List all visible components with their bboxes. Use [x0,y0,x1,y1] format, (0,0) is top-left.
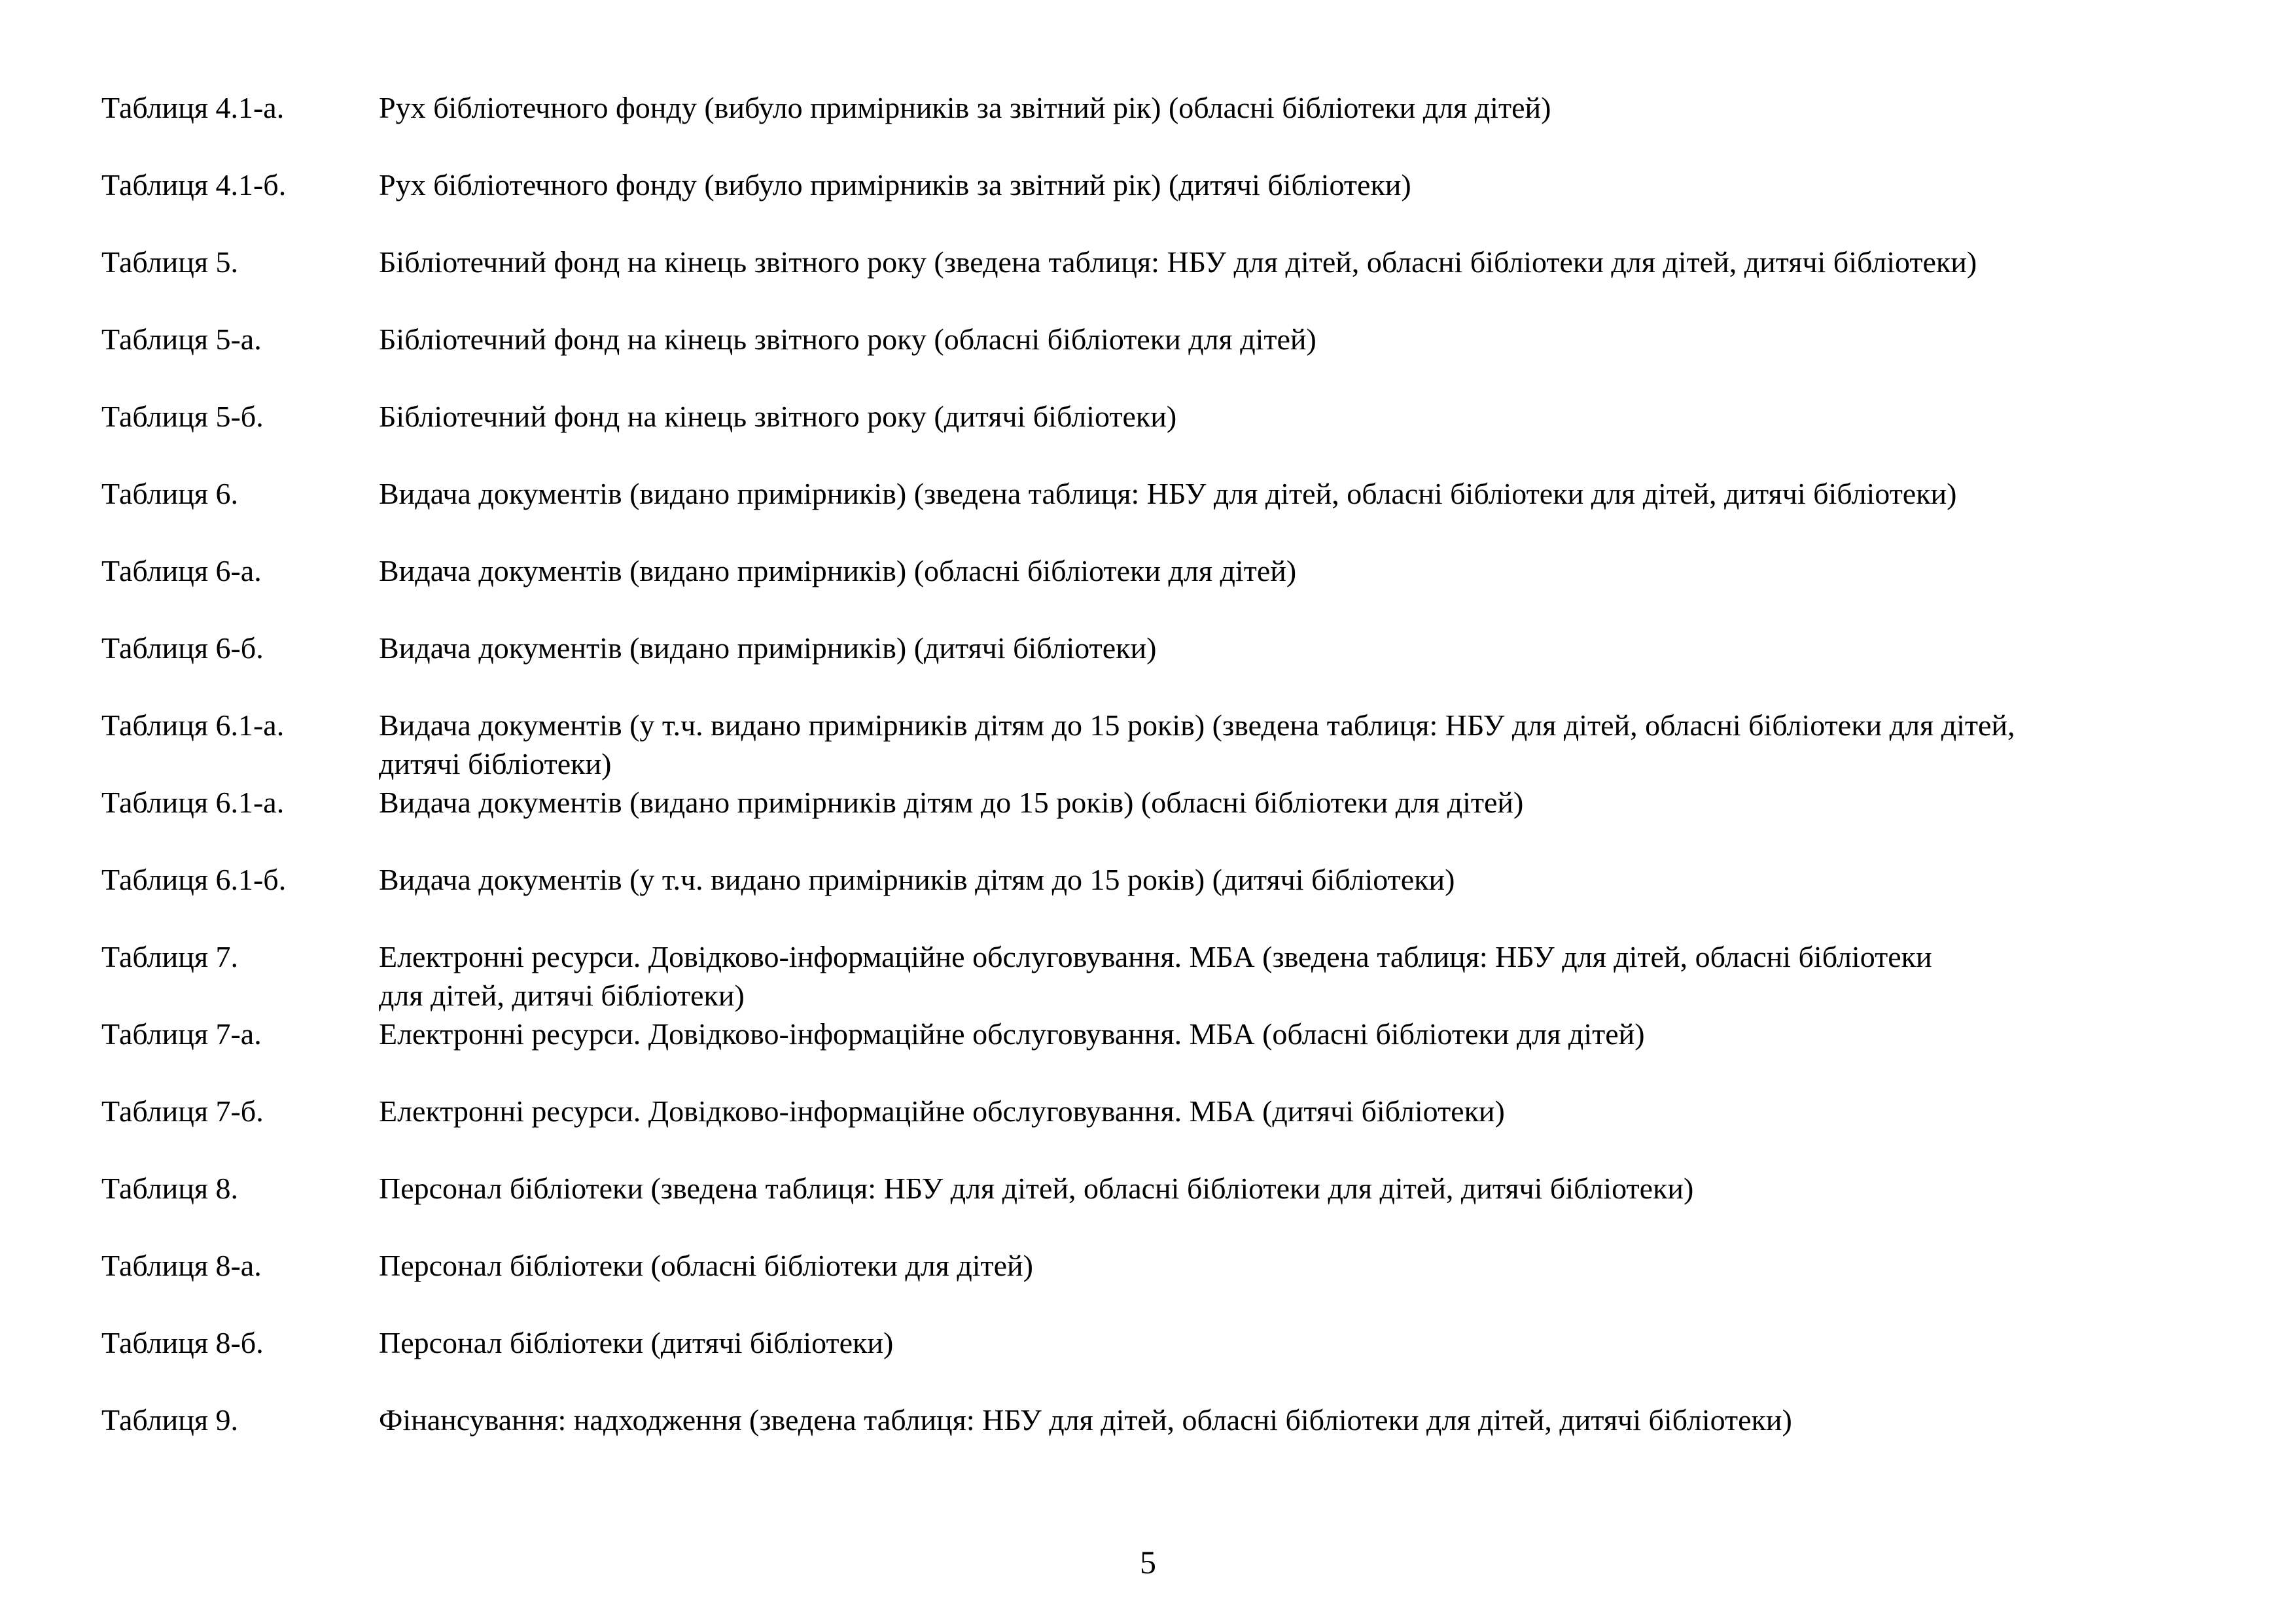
table-title [379,1323,2195,1362]
table-title [379,166,2195,204]
table-title [379,783,2195,822]
table-list-item [101,783,2195,822]
table-number: Таблиця 6. [101,477,238,510]
table-list-item [101,1401,2195,1439]
table-number: Таблиця 4.1-б. [101,168,287,201]
table-title [379,551,2195,590]
table-title-line: дитячі бібліотеки) [379,747,612,780]
table-title [379,1246,2195,1285]
page-number: 5 [1140,1544,1156,1580]
table-title-line: Видача документів (видано примірників) (дитячі бібліотеки) [379,631,1157,665]
table-title-line: Електронні ресурси. Довідково-інформаційне обслуговування. МБА (обласні бібліотеки для дітей) [379,1017,1645,1051]
table-title [379,629,2195,667]
table-list-item [101,88,2195,127]
table-list-item [101,320,2195,358]
table-title-line: Видача документів (видано примірників) (зведена таблиця: НБУ для дітей, обласні бібліотеки для дітей, дитячі бібліотеки) [379,477,1957,510]
table-list-item [101,397,2195,436]
table-title-line: Видача документів (у т.ч. видано примірників дітям до 15 років) (зведена таблиця: НБУ для дітей, обласні бібліотеки для дітей, [379,708,2015,742]
table-number: Таблиця 6.1-б. [101,863,287,896]
table-list-item [101,1092,2195,1130]
table-title [379,1015,2195,1053]
table-title-line: Рух бібліотечного фонду (вибуло примірників за звітний рік) (обласні бібліотеки для дітей) [379,91,1551,124]
table-number: Таблиця 5. [101,245,238,279]
table-number: Таблиця 8-б. [101,1326,264,1359]
table-title-line: Бібліотечний фонд на кінець звітного року (дитячі бібліотеки) [379,400,1177,433]
table-title [379,860,2195,899]
table-number: Таблиця 7-а. [101,1017,262,1051]
table-title [379,474,2195,513]
table-title [379,937,2195,1015]
table-number: Таблиця 7-б. [101,1094,264,1128]
table-list-item [101,551,2195,590]
table-title-line: для дітей, дитячі бібліотеки) [379,979,745,1012]
table-number: Таблиця 5-б. [101,400,264,433]
table-title-line: Рух бібліотечного фонду (вибуло примірників за звітний рік) (дитячі бібліотеки) [379,168,1411,201]
table-title-line: Персонал бібліотеки (дитячі бібліотеки) [379,1326,894,1359]
table-title-line: Бібліотечний фонд на кінець звітного року (обласні бібліотеки для дітей) [379,323,1316,356]
table-title-line: Електронні ресурси. Довідково-інформаційне обслуговування. МБА (дитячі бібліотеки) [379,1094,1505,1128]
table-number: Таблиця 5-а. [101,323,262,356]
table-title [379,320,2195,358]
table-list-item [101,860,2195,899]
table-list [101,88,2195,1478]
table-title [379,1169,2195,1208]
table-list-item [101,1015,2195,1053]
table-title-line: Бібліотечний фонд на кінець звітного року (зведена таблиця: НБУ для дітей, обласні бібліотеки для дітей, дитячі бібліотеки) [379,245,1977,279]
table-title [379,88,2195,127]
table-number: Таблиця 6.1-а. [101,786,285,819]
table-number: Таблиця 9. [101,1403,238,1437]
table-list-item [101,706,2195,783]
table-title-line: Видача документів (видано примірників дітям до 15 років) (обласні бібліотеки для дітей) [379,786,1524,819]
table-title [379,243,2195,281]
table-title-line: Електронні ресурси. Довідково-інформаційне обслуговування. МБА (зведена таблиця: НБУ для дітей, обласні бібліотеки [379,940,1932,973]
table-number: Таблиця 6-а. [101,554,262,587]
table-number: Таблиця 8-а. [101,1249,262,1282]
table-list-item [101,629,2195,667]
table-title-line: Видача документів (видано примірників) (обласні бібліотеки для дітей) [379,554,1297,587]
table-list-item [101,1323,2195,1362]
table-list-item [101,243,2195,281]
table-number: Таблиця 6.1-а. [101,708,285,742]
table-list-item [101,1169,2195,1208]
table-title [379,1092,2195,1130]
table-list-item [101,937,2195,1015]
table-number: Таблиця 8. [101,1172,238,1205]
table-title [379,397,2195,436]
table-title-line: Фінансування: надходження (зведена таблиця: НБУ для дітей, обласні бібліотеки для дітей, дитячі бібліотеки) [379,1403,1792,1437]
table-list-item [101,474,2195,513]
table-list-item [101,1246,2195,1285]
table-title [379,1401,2195,1439]
table-number: Таблиця 6-б. [101,631,264,665]
table-title-line: Персонал бібліотеки (обласні бібліотеки для дітей) [379,1249,1033,1282]
table-number: Таблиця 4.1-а. [101,91,285,124]
table-title-line: Персонал бібліотеки (зведена таблиця: НБУ для дітей, обласні бібліотеки для дітей, дитячі бібліотеки) [379,1172,1694,1205]
table-list-item [101,166,2195,204]
table-title-line: Видача документів (у т.ч. видано примірників дітям до 15 років) (дитячі бібліотеки) [379,863,1455,896]
table-title [379,706,2195,783]
table-number: Таблиця 7. [101,940,238,973]
